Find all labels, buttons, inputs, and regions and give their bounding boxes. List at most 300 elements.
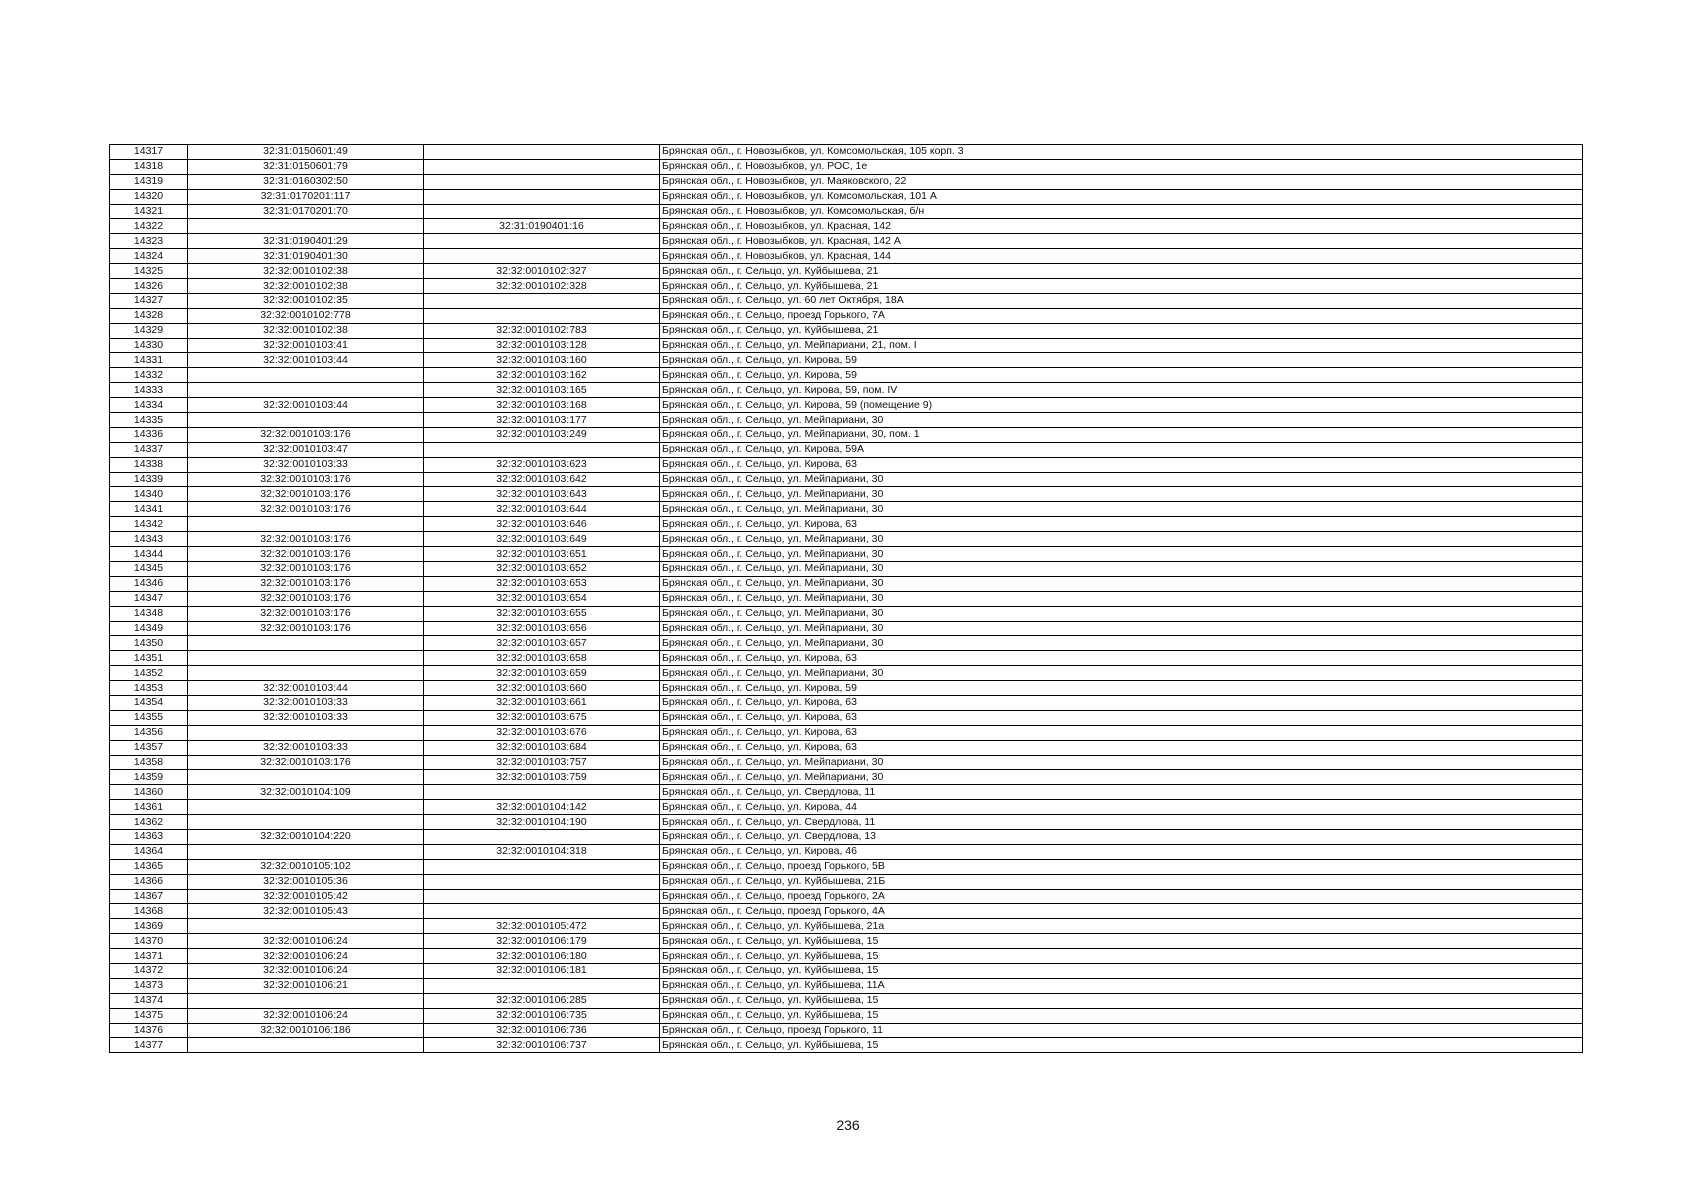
row-number-cell: 14339	[110, 472, 188, 487]
row-number-cell: 14352	[110, 666, 188, 681]
row-number-cell: 14351	[110, 651, 188, 666]
land-cadastral-number-cell: 32:32:0010103:47	[188, 442, 424, 457]
address-cell: Брянская обл., г. Сельцо, ул. Мейпариани, 30	[660, 576, 1583, 591]
table-row	[110, 442, 1583, 457]
building-cadastral-number-cell: 32:32:0010103:659	[424, 666, 660, 681]
table-row	[110, 323, 1583, 338]
building-cadastral-number-cell: 32:32:0010103:654	[424, 591, 660, 606]
land-cadastral-number-cell: 32:32:0010103:41	[188, 338, 424, 353]
address-cell: Брянская обл., г. Новозыбков, ул. Комсомольская, 105 корп. 3	[660, 145, 1583, 160]
land-cadastral-number-cell: 32:32:0010102:38	[188, 264, 424, 279]
table-row	[110, 487, 1583, 502]
building-cadastral-number-cell: 32:32:0010106:735	[424, 1008, 660, 1023]
row-number-cell: 14363	[110, 829, 188, 844]
address-cell: Брянская обл., г. Сельцо, проезд Горького, 7А	[660, 308, 1583, 323]
land-cadastral-number-cell	[188, 517, 424, 532]
building-cadastral-number-cell	[424, 859, 660, 874]
row-number-cell: 14369	[110, 919, 188, 934]
row-number-cell: 14370	[110, 934, 188, 949]
building-cadastral-number-cell: 32:32:0010106:737	[424, 1038, 660, 1053]
row-number-cell: 14357	[110, 740, 188, 755]
address-cell: Брянская обл., г. Сельцо, ул. Куйбышева, 21	[660, 323, 1583, 338]
table-row	[110, 725, 1583, 740]
land-cadastral-number-cell	[188, 770, 424, 785]
address-cell: Брянская обл., г. Сельцо, ул. Куйбышева, 21а	[660, 919, 1583, 934]
land-cadastral-number-cell: 32:32:0010106:21	[188, 978, 424, 993]
table-row	[110, 547, 1583, 562]
land-cadastral-number-cell: 32:32:0010106:186	[188, 1023, 424, 1038]
row-number-cell: 14361	[110, 800, 188, 815]
building-cadastral-number-cell: 32:32:0010106:181	[424, 963, 660, 978]
row-number-cell: 14326	[110, 279, 188, 294]
building-cadastral-number-cell: 32:32:0010103:759	[424, 770, 660, 785]
row-number-cell: 14364	[110, 844, 188, 859]
land-cadastral-number-cell	[188, 651, 424, 666]
row-number-cell: 14377	[110, 1038, 188, 1053]
building-cadastral-number-cell: 32:32:0010103:168	[424, 398, 660, 413]
address-cell: Брянская обл., г. Сельцо, ул. Мейпариани, 30	[660, 502, 1583, 517]
row-number-cell: 14325	[110, 264, 188, 279]
building-cadastral-number-cell: 32:32:0010105:472	[424, 919, 660, 934]
table-row	[110, 963, 1583, 978]
address-cell: Брянская обл., г. Сельцо, ул. Кирова, 59 (помещение 9)	[660, 398, 1583, 413]
address-cell: Брянская обл., г. Сельцо, ул. Куйбышева, 15	[660, 1008, 1583, 1023]
address-cell: Брянская обл., г. Сельцо, ул. Мейпариани, 30	[660, 591, 1583, 606]
row-number-cell: 14347	[110, 591, 188, 606]
address-cell: Брянская обл., г. Сельцо, ул. Мейпариани, 21, пом. I	[660, 338, 1583, 353]
table-row	[110, 204, 1583, 219]
row-number-cell: 14318	[110, 159, 188, 174]
row-number-cell: 14360	[110, 785, 188, 800]
property-table-body	[110, 145, 1583, 1053]
land-cadastral-number-cell	[188, 368, 424, 383]
address-cell: Брянская обл., г. Сельцо, ул. Свердлова, 11	[660, 785, 1583, 800]
land-cadastral-number-cell: 32:32:0010105:102	[188, 859, 424, 874]
building-cadastral-number-cell	[424, 442, 660, 457]
building-cadastral-number-cell: 32:32:0010103:162	[424, 368, 660, 383]
row-number-cell: 14348	[110, 606, 188, 621]
table-row	[110, 383, 1583, 398]
building-cadastral-number-cell	[424, 829, 660, 844]
row-number-cell: 14354	[110, 695, 188, 710]
building-cadastral-number-cell: 32:32:0010103:656	[424, 621, 660, 636]
building-cadastral-number-cell: 32:32:0010103:623	[424, 457, 660, 472]
building-cadastral-number-cell: 32:32:0010103:649	[424, 532, 660, 547]
table-row	[110, 636, 1583, 651]
land-cadastral-number-cell: 32:31:0150601:79	[188, 159, 424, 174]
table-row	[110, 651, 1583, 666]
table-row	[110, 755, 1583, 770]
building-cadastral-number-cell: 32:32:0010103:651	[424, 547, 660, 562]
building-cadastral-number-cell	[424, 889, 660, 904]
row-number-cell: 14336	[110, 427, 188, 442]
row-number-cell: 14323	[110, 234, 188, 249]
address-cell: Брянская обл., г. Сельцо, ул. Кирова, 46	[660, 844, 1583, 859]
land-cadastral-number-cell: 32:32:0010102:38	[188, 279, 424, 294]
table-row	[110, 949, 1583, 964]
building-cadastral-number-cell	[424, 159, 660, 174]
land-cadastral-number-cell: 32:32:0010105:42	[188, 889, 424, 904]
row-number-cell: 14317	[110, 145, 188, 160]
land-cadastral-number-cell: 32:31:0160302:50	[188, 174, 424, 189]
address-cell: Брянская обл., г. Сельцо, ул. Куйбышева, 11А	[660, 978, 1583, 993]
address-cell: Брянская обл., г. Сельцо, ул. Мейпариани, 30	[660, 606, 1583, 621]
page-number: 236	[836, 1117, 860, 1133]
table-row	[110, 472, 1583, 487]
building-cadastral-number-cell: 32:32:0010103:249	[424, 427, 660, 442]
building-cadastral-number-cell	[424, 978, 660, 993]
address-cell: Брянская обл., г. Новозыбков, ул. Маяковского, 22	[660, 174, 1583, 189]
land-cadastral-number-cell: 32:32:0010102:778	[188, 308, 424, 323]
land-cadastral-number-cell: 32:31:0190401:30	[188, 249, 424, 264]
building-cadastral-number-cell	[424, 174, 660, 189]
table-row	[110, 234, 1583, 249]
address-cell: Брянская обл., г. Сельцо, ул. Кирова, 59, пом. IV	[660, 383, 1583, 398]
land-cadastral-number-cell: 32:32:0010102:38	[188, 323, 424, 338]
land-cadastral-number-cell: 32:32:0010105:36	[188, 874, 424, 889]
address-cell: Брянская обл., г. Сельцо, проезд Горького, 11	[660, 1023, 1583, 1038]
row-number-cell: 14344	[110, 547, 188, 562]
address-cell: Брянская обл., г. Сельцо, ул. Кирова, 59	[660, 353, 1583, 368]
address-cell: Брянская обл., г. Сельцо, ул. Куйбышева, 21Б	[660, 874, 1583, 889]
building-cadastral-number-cell: 32:32:0010103:684	[424, 740, 660, 755]
table-row	[110, 710, 1583, 725]
address-cell: Брянская обл., г. Новозыбков, ул. РОС, 1е	[660, 159, 1583, 174]
row-number-cell: 14353	[110, 681, 188, 696]
building-cadastral-number-cell: 32:32:0010103:642	[424, 472, 660, 487]
building-cadastral-number-cell: 32:32:0010103:676	[424, 725, 660, 740]
address-cell: Брянская обл., г. Сельцо, ул. Кирова, 59	[660, 681, 1583, 696]
land-cadastral-number-cell	[188, 993, 424, 1008]
row-number-cell: 14356	[110, 725, 188, 740]
building-cadastral-number-cell	[424, 249, 660, 264]
table-row	[110, 591, 1583, 606]
row-number-cell: 14355	[110, 710, 188, 725]
address-cell: Брянская обл., г. Сельцо, ул. Кирова, 63	[660, 725, 1583, 740]
row-number-cell: 14330	[110, 338, 188, 353]
building-cadastral-number-cell: 32:32:0010103:658	[424, 651, 660, 666]
row-number-cell: 14334	[110, 398, 188, 413]
address-cell: Брянская обл., г. Сельцо, ул. Мейпариани, 30	[660, 666, 1583, 681]
land-cadastral-number-cell: 32:32:0010106:24	[188, 949, 424, 964]
address-cell: Брянская обл., г. Сельцо, ул. Мейпариани, 30	[660, 636, 1583, 651]
land-cadastral-number-cell: 32:32:0010103:176	[188, 755, 424, 770]
table-row	[110, 829, 1583, 844]
row-number-cell: 14346	[110, 576, 188, 591]
address-cell: Брянская обл., г. Сельцо, ул. Кирова, 44	[660, 800, 1583, 815]
address-cell: Брянская обл., г. Сельцо, ул. 60 лет Октября, 18А	[660, 293, 1583, 308]
land-cadastral-number-cell	[188, 800, 424, 815]
table-row	[110, 1038, 1583, 1053]
building-cadastral-number-cell: 32:32:0010103:657	[424, 636, 660, 651]
row-number-cell: 14337	[110, 442, 188, 457]
row-number-cell: 14324	[110, 249, 188, 264]
table-row	[110, 1023, 1583, 1038]
land-cadastral-number-cell: 32:32:0010105:43	[188, 904, 424, 919]
row-number-cell: 14345	[110, 561, 188, 576]
building-cadastral-number-cell: 32:32:0010103:165	[424, 383, 660, 398]
building-cadastral-number-cell: 32:32:0010106:179	[424, 934, 660, 949]
land-cadastral-number-cell: 32:32:0010103:33	[188, 457, 424, 472]
row-number-cell: 14329	[110, 323, 188, 338]
row-number-cell: 14332	[110, 368, 188, 383]
table-row	[110, 413, 1583, 428]
address-cell: Брянская обл., г. Сельцо, ул. Кирова, 63	[660, 457, 1583, 472]
address-cell: Брянская обл., г. Новозыбков, ул. Красная, 144	[660, 249, 1583, 264]
table-row	[110, 532, 1583, 547]
table-row	[110, 249, 1583, 264]
address-cell: Брянская обл., г. Сельцо, ул. Мейпариани, 30	[660, 487, 1583, 502]
land-cadastral-number-cell: 32:32:0010103:176	[188, 591, 424, 606]
table-row	[110, 561, 1583, 576]
address-cell: Брянская обл., г. Сельцо, ул. Мейпариани, 30, пом. 1	[660, 427, 1583, 442]
table-row	[110, 308, 1583, 323]
table-row	[110, 279, 1583, 294]
building-cadastral-number-cell: 32:32:0010103:128	[424, 338, 660, 353]
address-cell: Брянская обл., г. Сельцо, ул. Мейпариани, 30	[660, 547, 1583, 562]
row-number-cell: 14362	[110, 815, 188, 830]
table-row	[110, 338, 1583, 353]
table-row	[110, 681, 1583, 696]
row-number-cell: 14366	[110, 874, 188, 889]
address-cell: Брянская обл., г. Сельцо, ул. Куйбышева, 15	[660, 963, 1583, 978]
building-cadastral-number-cell: 32:32:0010102:327	[424, 264, 660, 279]
building-cadastral-number-cell: 32:31:0190401:16	[424, 219, 660, 234]
land-cadastral-number-cell: 32:32:0010103:33	[188, 710, 424, 725]
row-number-cell: 14322	[110, 219, 188, 234]
address-cell: Брянская обл., г. Сельцо, ул. Куйбышева, 15	[660, 949, 1583, 964]
table-row	[110, 189, 1583, 204]
table-row	[110, 800, 1583, 815]
address-cell: Брянская обл., г. Сельцо, ул. Свердлова, 13	[660, 829, 1583, 844]
table-row	[110, 889, 1583, 904]
land-cadastral-number-cell	[188, 725, 424, 740]
table-row	[110, 368, 1583, 383]
row-number-cell: 14320	[110, 189, 188, 204]
building-cadastral-number-cell: 32:32:0010103:653	[424, 576, 660, 591]
row-number-cell: 14333	[110, 383, 188, 398]
building-cadastral-number-cell: 32:32:0010103:757	[424, 755, 660, 770]
building-cadastral-number-cell: 32:32:0010102:328	[424, 279, 660, 294]
table-row	[110, 919, 1583, 934]
building-cadastral-number-cell: 32:32:0010103:177	[424, 413, 660, 428]
land-cadastral-number-cell: 32:32:0010103:176	[188, 427, 424, 442]
table-row	[110, 695, 1583, 710]
row-number-cell: 14365	[110, 859, 188, 874]
table-row	[110, 457, 1583, 472]
address-cell: Брянская обл., г. Сельцо, ул. Куйбышева, 21	[660, 264, 1583, 279]
row-number-cell: 14358	[110, 755, 188, 770]
row-number-cell: 14319	[110, 174, 188, 189]
building-cadastral-number-cell: 32:32:0010103:661	[424, 695, 660, 710]
row-number-cell: 14367	[110, 889, 188, 904]
land-cadastral-number-cell: 32:32:0010103:33	[188, 695, 424, 710]
building-cadastral-number-cell: 32:32:0010106:180	[424, 949, 660, 964]
land-cadastral-number-cell: 32:32:0010104:220	[188, 829, 424, 844]
land-cadastral-number-cell: 32:31:0190401:29	[188, 234, 424, 249]
table-row	[110, 934, 1583, 949]
row-number-cell: 14375	[110, 1008, 188, 1023]
table-row	[110, 740, 1583, 755]
building-cadastral-number-cell	[424, 189, 660, 204]
table-row	[110, 666, 1583, 681]
row-number-cell: 14373	[110, 978, 188, 993]
table-row	[110, 844, 1583, 859]
row-number-cell: 14368	[110, 904, 188, 919]
address-cell: Брянская обл., г. Сельцо, ул. Кирова, 63	[660, 517, 1583, 532]
row-number-cell: 14374	[110, 993, 188, 1008]
building-cadastral-number-cell: 32:32:0010103:675	[424, 710, 660, 725]
address-cell: Брянская обл., г. Сельцо, ул. Куйбышева, 15	[660, 934, 1583, 949]
land-cadastral-number-cell: 32:32:0010103:176	[188, 472, 424, 487]
table-row	[110, 398, 1583, 413]
land-cadastral-number-cell	[188, 1038, 424, 1053]
property-table	[109, 144, 1583, 1053]
address-cell: Брянская обл., г. Сельцо, ул. Кирова, 63	[660, 651, 1583, 666]
building-cadastral-number-cell: 32:32:0010104:142	[424, 800, 660, 815]
land-cadastral-number-cell: 32:31:0150601:49	[188, 145, 424, 160]
land-cadastral-number-cell: 32:32:0010103:176	[188, 487, 424, 502]
row-number-cell: 14349	[110, 621, 188, 636]
building-cadastral-number-cell: 32:32:0010104:190	[424, 815, 660, 830]
table-row	[110, 993, 1583, 1008]
building-cadastral-number-cell: 32:32:0010106:736	[424, 1023, 660, 1038]
row-number-cell: 14372	[110, 963, 188, 978]
building-cadastral-number-cell: 32:32:0010103:646	[424, 517, 660, 532]
land-cadastral-number-cell: 32:32:0010103:33	[188, 740, 424, 755]
land-cadastral-number-cell	[188, 219, 424, 234]
address-cell: Брянская обл., г. Сельцо, ул. Мейпариани, 30	[660, 413, 1583, 428]
building-cadastral-number-cell: 32:32:0010103:655	[424, 606, 660, 621]
address-cell: Брянская обл., г. Сельцо, ул. Свердлова, 11	[660, 815, 1583, 830]
address-cell: Брянская обл., г. Сельцо, ул. Кирова, 63	[660, 740, 1583, 755]
address-cell: Брянская обл., г. Новозыбков, ул. Красная, 142	[660, 219, 1583, 234]
row-number-cell: 14321	[110, 204, 188, 219]
table-row	[110, 978, 1583, 993]
land-cadastral-number-cell	[188, 919, 424, 934]
land-cadastral-number-cell: 32:32:0010106:24	[188, 934, 424, 949]
building-cadastral-number-cell: 32:32:0010102:783	[424, 323, 660, 338]
building-cadastral-number-cell	[424, 874, 660, 889]
land-cadastral-number-cell: 32:32:0010103:176	[188, 621, 424, 636]
land-cadastral-number-cell: 32:31:0170201:117	[188, 189, 424, 204]
table-row	[110, 576, 1583, 591]
table-row	[110, 219, 1583, 234]
building-cadastral-number-cell: 32:32:0010103:660	[424, 681, 660, 696]
table-row	[110, 264, 1583, 279]
table-row	[110, 1008, 1583, 1023]
building-cadastral-number-cell	[424, 234, 660, 249]
address-cell: Брянская обл., г. Сельцо, проезд Горького, 4А	[660, 904, 1583, 919]
address-cell: Брянская обл., г. Сельцо, ул. Кирова, 63	[660, 695, 1583, 710]
address-cell: Брянская обл., г. Сельцо, ул. Мейпариани, 30	[660, 561, 1583, 576]
row-number-cell: 14338	[110, 457, 188, 472]
row-number-cell: 14350	[110, 636, 188, 651]
land-cadastral-number-cell: 32:32:0010103:44	[188, 398, 424, 413]
address-cell: Брянская обл., г. Сельцо, ул. Куйбышева, 15	[660, 1038, 1583, 1053]
building-cadastral-number-cell	[424, 904, 660, 919]
land-cadastral-number-cell: 32:32:0010103:176	[188, 532, 424, 547]
row-number-cell: 14376	[110, 1023, 188, 1038]
building-cadastral-number-cell	[424, 293, 660, 308]
land-cadastral-number-cell: 32:32:0010103:176	[188, 502, 424, 517]
table-row	[110, 427, 1583, 442]
land-cadastral-number-cell: 32:31:0170201:70	[188, 204, 424, 219]
land-cadastral-number-cell	[188, 636, 424, 651]
address-cell: Брянская обл., г. Сельцо, ул. Мейпариани, 30	[660, 755, 1583, 770]
building-cadastral-number-cell	[424, 204, 660, 219]
table-row	[110, 859, 1583, 874]
table-row	[110, 502, 1583, 517]
address-cell: Брянская обл., г. Сельцо, ул. Кирова, 63	[660, 710, 1583, 725]
building-cadastral-number-cell: 32:32:0010106:285	[424, 993, 660, 1008]
address-cell: Брянская обл., г. Сельцо, ул. Мейпариани, 30	[660, 770, 1583, 785]
land-cadastral-number-cell: 32:32:0010103:176	[188, 606, 424, 621]
row-number-cell: 14371	[110, 949, 188, 964]
building-cadastral-number-cell: 32:32:0010103:643	[424, 487, 660, 502]
building-cadastral-number-cell: 32:32:0010104:318	[424, 844, 660, 859]
row-number-cell: 14340	[110, 487, 188, 502]
table-row	[110, 621, 1583, 636]
building-cadastral-number-cell: 32:32:0010103:160	[424, 353, 660, 368]
address-cell: Брянская обл., г. Сельцо, проезд Горького, 2А	[660, 889, 1583, 904]
land-cadastral-number-cell: 32:32:0010104:109	[188, 785, 424, 800]
address-cell: Брянская обл., г. Сельцо, ул. Куйбышева, 21	[660, 279, 1583, 294]
land-cadastral-number-cell	[188, 413, 424, 428]
table-row	[110, 174, 1583, 189]
land-cadastral-number-cell: 32:32:0010102:35	[188, 293, 424, 308]
address-cell: Брянская обл., г. Сельцо, ул. Кирова, 59А	[660, 442, 1583, 457]
building-cadastral-number-cell	[424, 785, 660, 800]
table-row	[110, 904, 1583, 919]
land-cadastral-number-cell	[188, 844, 424, 859]
table-row	[110, 353, 1583, 368]
table-row	[110, 770, 1583, 785]
building-cadastral-number-cell: 32:32:0010103:644	[424, 502, 660, 517]
table-row	[110, 145, 1583, 160]
land-cadastral-number-cell: 32:32:0010103:176	[188, 576, 424, 591]
table-row	[110, 517, 1583, 532]
row-number-cell: 14341	[110, 502, 188, 517]
address-cell: Брянская обл., г. Сельцо, ул. Кирова, 59	[660, 368, 1583, 383]
table-row	[110, 606, 1583, 621]
table-row	[110, 815, 1583, 830]
row-number-cell: 14331	[110, 353, 188, 368]
table-row	[110, 874, 1583, 889]
table-row	[110, 785, 1583, 800]
land-cadastral-number-cell: 32:32:0010103:176	[188, 561, 424, 576]
table-row	[110, 293, 1583, 308]
address-cell: Брянская обл., г. Сельцо, ул. Мейпариани, 30	[660, 472, 1583, 487]
building-cadastral-number-cell	[424, 308, 660, 323]
row-number-cell: 14342	[110, 517, 188, 532]
land-cadastral-number-cell	[188, 815, 424, 830]
land-cadastral-number-cell	[188, 666, 424, 681]
address-cell: Брянская обл., г. Сельцо, ул. Мейпариани, 30	[660, 621, 1583, 636]
row-number-cell: 14343	[110, 532, 188, 547]
land-cadastral-number-cell: 32:32:0010103:44	[188, 681, 424, 696]
land-cadastral-number-cell: 32:32:0010103:176	[188, 547, 424, 562]
address-cell: Брянская обл., г. Новозыбков, ул. Комсомольская, 101 А	[660, 189, 1583, 204]
address-cell: Брянская обл., г. Сельцо, ул. Куйбышева, 15	[660, 993, 1583, 1008]
row-number-cell: 14359	[110, 770, 188, 785]
row-number-cell: 14328	[110, 308, 188, 323]
table-row	[110, 159, 1583, 174]
land-cadastral-number-cell: 32:32:0010106:24	[188, 963, 424, 978]
address-cell: Брянская обл., г. Новозыбков, ул. Красная, 142 А	[660, 234, 1583, 249]
land-cadastral-number-cell	[188, 383, 424, 398]
address-cell: Брянская обл., г. Сельцо, проезд Горького, 5В	[660, 859, 1583, 874]
